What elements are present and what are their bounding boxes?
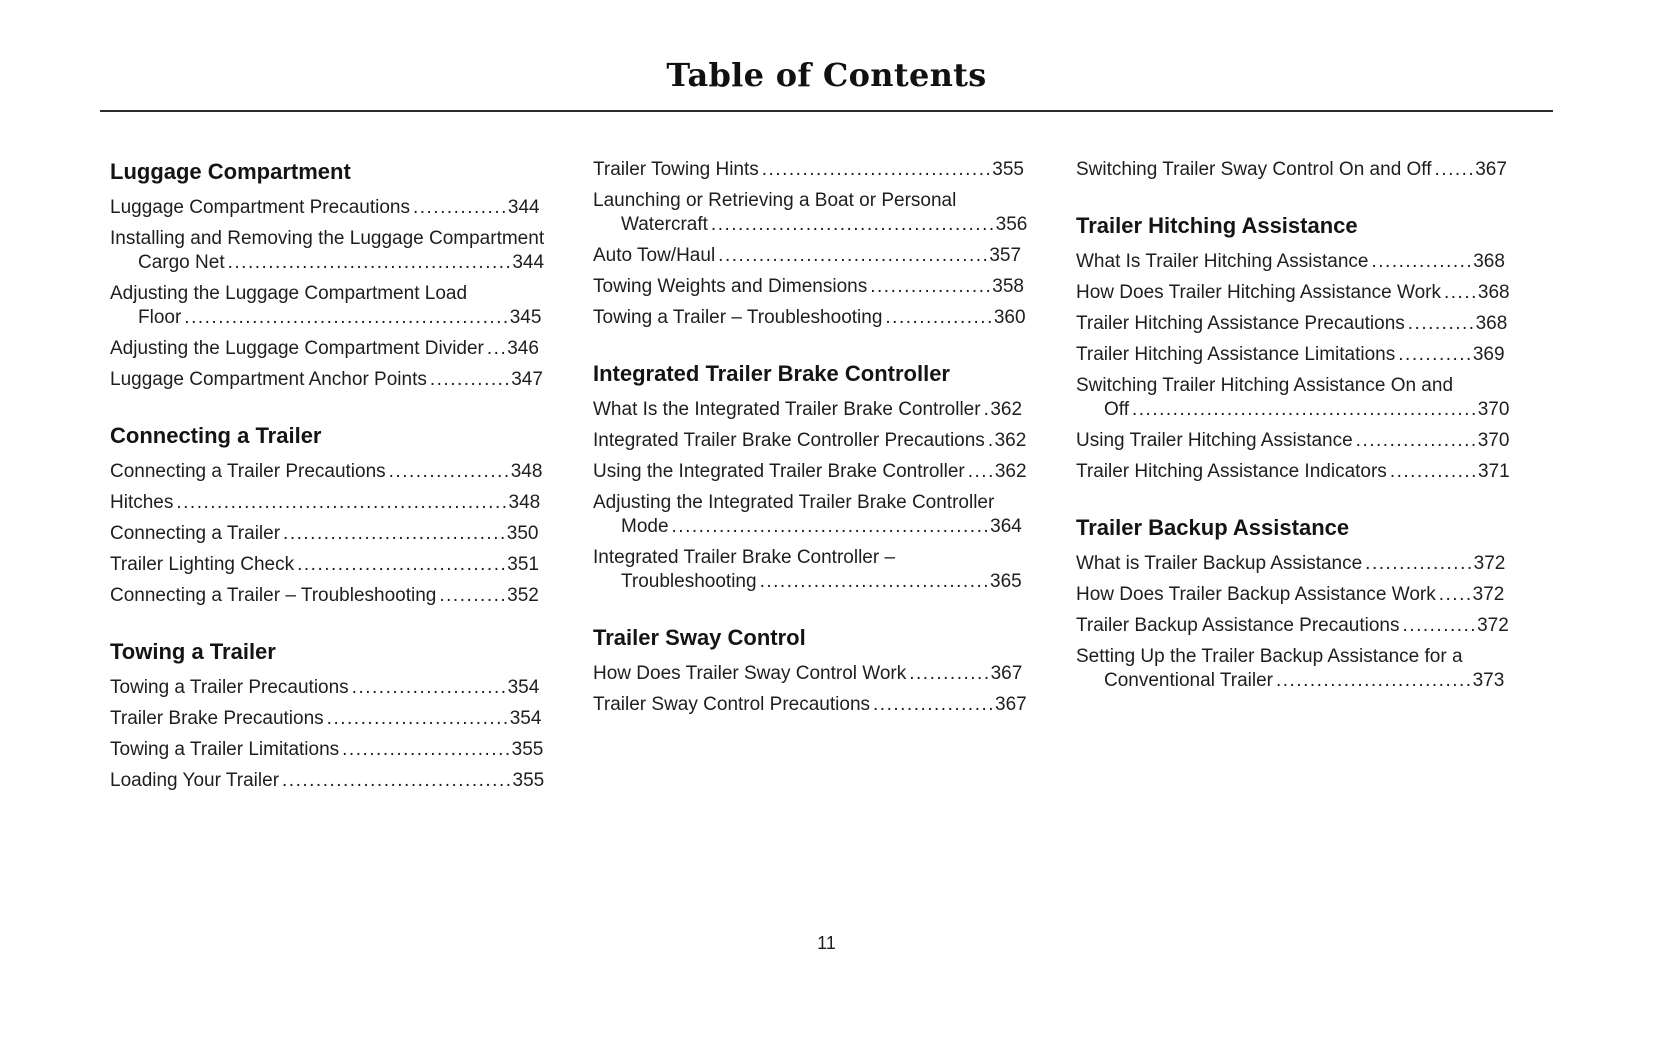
entry-title: Trailer Brake Precautions (110, 708, 324, 729)
entry-page-number: 372 (1472, 584, 1505, 605)
entry-page-number: 370 (1477, 399, 1510, 420)
entry-page-number: 372 (1477, 615, 1509, 636)
entry-title: Auto Tow/Haul (593, 245, 716, 266)
toc-entry (593, 158, 1030, 182)
entry-page-number: 354 (507, 677, 540, 698)
leader-dots: ................ (1365, 553, 1474, 574)
entry-title: Using the Integrated Trailer Brake Controller (593, 461, 965, 482)
toc-entry (110, 584, 547, 608)
leader-dots: ..... (1444, 282, 1478, 303)
entry-page-number: 351 (507, 554, 539, 575)
leader-dots: .... (967, 461, 995, 482)
section-heading: Trailer Hitching Assistance (1076, 213, 1358, 238)
entry-title: Towing Weights and Dimensions (593, 276, 868, 297)
leader-dots: ...... (1434, 159, 1476, 180)
leader-dots: ..... (1438, 584, 1473, 605)
entry-page-number: 365 (990, 571, 1022, 592)
entry-title: Launching or Retrieving a Boat or Personal Watercraft (593, 190, 957, 235)
entry-title: Installing and Removing the Luggage Compartment Cargo Net (110, 228, 545, 273)
entry-page-number: 352 (507, 585, 539, 606)
toc-entry (1076, 552, 1513, 576)
page-number: 11 (817, 933, 836, 953)
leader-dots: .......................................... (227, 252, 513, 273)
entry-title: Trailer Lighting Check (110, 554, 295, 575)
entry-title: Trailer Backup Assistance Precautions (1076, 615, 1400, 636)
entry-title: Integrated Trailer Brake Controller – Troubleshooting (593, 547, 896, 592)
toc-entry (1076, 429, 1513, 453)
entry-page-number: 358 (992, 276, 1024, 297)
toc-entry (1076, 583, 1513, 607)
toc-entry (593, 244, 1030, 268)
leader-dots: ... (486, 338, 508, 359)
toc-section (1076, 514, 1513, 693)
leader-dots: ................................................. (176, 492, 509, 513)
toc-entry (110, 460, 547, 484)
entry-title: Towing a Trailer Limitations (110, 739, 340, 760)
toc-section (110, 422, 547, 608)
entry-title: What Is Trailer Hitching Assistance (1076, 251, 1369, 272)
leader-dots: ................................................ (184, 307, 510, 328)
entry-page-number: 347 (511, 369, 543, 390)
entry-page-number: 373 (1472, 670, 1505, 691)
toc-entry (593, 693, 1030, 717)
entry-page-number: 355 (992, 159, 1024, 180)
entry-title: Switching Trailer Hitching Assistance On and Off (1076, 375, 1454, 420)
entry-page-number: 369 (1472, 344, 1505, 365)
leader-dots: .......... (1407, 313, 1476, 334)
entry-title: How Does Trailer Backup Assistance Work (1076, 584, 1436, 605)
toc-entry (1076, 343, 1513, 367)
leader-dots: .......... (439, 585, 508, 606)
entry-title: What is Trailer Backup Assistance (1076, 553, 1363, 574)
entry-title: Trailer Hitching Assistance Indicators (1076, 461, 1387, 482)
leader-dots: .................................. (761, 159, 993, 180)
entry-title: Hitches (110, 492, 174, 513)
toc-entry (1076, 614, 1513, 638)
page-title: Table of Contents (666, 56, 987, 94)
leader-dots: .................. (870, 276, 993, 297)
entry-title: Luggage Compartment Precautions (110, 197, 410, 218)
leader-dots: . (987, 430, 995, 451)
leader-dots: ............... (1371, 251, 1474, 272)
entry-title: Trailer Hitching Assistance Precautions (1076, 313, 1405, 334)
section-heading: Integrated Trailer Brake Controller (593, 361, 950, 386)
entry-page-number: 367 (995, 694, 1027, 715)
toc-entry (110, 738, 547, 762)
toc-entry (110, 282, 547, 330)
leader-dots: ........... (1402, 615, 1478, 636)
entry-page-number: 367 (1475, 159, 1507, 180)
entry-title: Using Trailer Hitching Assistance (1076, 430, 1353, 451)
section-heading: Connecting a Trailer (110, 423, 322, 448)
toc-entry (110, 769, 547, 793)
entry-page-number: 346 (507, 338, 539, 359)
toc-entry (593, 429, 1030, 453)
toc-entry (1076, 250, 1513, 274)
toc-entry (593, 662, 1030, 686)
entry-title: How Does Trailer Sway Control Work (593, 663, 907, 684)
leader-dots: .................. (873, 694, 996, 715)
toc-entry (593, 275, 1030, 299)
section-heading: Towing a Trailer (110, 639, 276, 664)
entry-title: Adjusting the Luggage Compartment Divider (110, 338, 484, 359)
toc-entry (593, 546, 1030, 594)
toc-section (1076, 158, 1513, 182)
leader-dots: .................................. (759, 571, 991, 592)
entry-title: Trailer Sway Control Precautions (593, 694, 871, 715)
leader-dots: ........................................ (718, 245, 990, 266)
leader-dots: .................. (388, 461, 511, 482)
toc-entry (1076, 158, 1513, 182)
toc-entry (110, 368, 547, 392)
leader-dots: ............................................... (671, 516, 991, 537)
entry-page-number: 360 (993, 307, 1026, 328)
entry-title: Switching Trailer Sway Control On and Off (1076, 159, 1432, 180)
section-heading: Trailer Sway Control (593, 625, 806, 650)
entry-title: Loading Your Trailer (110, 770, 280, 791)
entry-page-number: 355 (512, 770, 545, 791)
entry-title: Adjusting the Integrated Trailer Brake Controller Mode (593, 492, 995, 537)
entry-page-number: 368 (1477, 282, 1510, 303)
toc-entry (110, 522, 547, 546)
leader-dots: .......................................... (710, 214, 996, 235)
toc-entry (110, 227, 547, 275)
toc-entry (593, 491, 1030, 539)
entry-title: Towing a Trailer Precautions (110, 677, 349, 698)
entry-page-number: 368 (1475, 313, 1508, 334)
leader-dots: ............ (429, 369, 512, 390)
entry-title: Adjusting the Luggage Compartment Load Floor (110, 283, 468, 328)
entry-page-number: 357 (989, 245, 1022, 266)
entry-page-number: 362 (994, 430, 1027, 451)
toc-column (110, 158, 547, 800)
toc-entry (110, 491, 547, 515)
entry-page-number: 362 (990, 399, 1023, 420)
leader-dots: ................ (885, 307, 994, 328)
toc-columns (0, 112, 1653, 800)
entry-page-number: 344 (512, 252, 545, 273)
toc-column (1076, 158, 1513, 700)
toc-section (593, 624, 1030, 717)
entry-page-number: 348 (508, 492, 541, 513)
toc-entry (110, 676, 547, 700)
leader-dots: ......................... (342, 739, 512, 760)
leader-dots: ................................................... (1132, 399, 1478, 420)
toc-entry (1076, 374, 1513, 422)
toc-entry (1076, 281, 1513, 305)
entry-title: Trailer Towing Hints (593, 159, 759, 180)
entry-page-number: 368 (1473, 251, 1505, 272)
entry-page-number: 372 (1473, 553, 1506, 574)
toc-entry (110, 553, 547, 577)
entry-title: How Does Trailer Hitching Assistance Work (1076, 282, 1441, 303)
leader-dots: ....................... (351, 677, 508, 698)
section-heading: Luggage Compartment (110, 159, 351, 184)
entry-page-number: 367 (990, 663, 1023, 684)
leader-dots: ........................... (326, 708, 510, 729)
leader-dots: .................................. (282, 770, 513, 791)
leader-dots: ........... (1398, 344, 1473, 365)
toc-entry (593, 460, 1030, 484)
toc-section (1076, 212, 1513, 484)
entry-page-number: 350 (506, 523, 539, 544)
leader-dots: .............. (412, 197, 508, 218)
entry-title: Towing a Trailer – Troubleshooting (593, 307, 883, 328)
entry-title: Connecting a Trailer (110, 523, 281, 544)
leader-dots: .................. (1355, 430, 1478, 451)
toc-section (110, 158, 547, 392)
toc-entry (1076, 460, 1513, 484)
entry-title: Connecting a Trailer – Troubleshooting (110, 585, 437, 606)
entry-page-number: 344 (507, 197, 540, 218)
leader-dots: ............................... (297, 554, 508, 575)
entry-title: Integrated Trailer Brake Controller Precautions (593, 430, 985, 451)
entry-page-number: 356 (995, 214, 1028, 235)
entry-page-number: 362 (994, 461, 1027, 482)
leader-dots: ............................. (1275, 670, 1473, 691)
toc-entry (110, 707, 547, 731)
toc-entry (593, 306, 1030, 330)
toc-section (593, 360, 1030, 594)
entry-title: What Is the Integrated Trailer Brake Controller (593, 399, 981, 420)
leader-dots: . (983, 399, 991, 420)
leader-dots: ............ (909, 663, 991, 684)
toc-column (593, 158, 1030, 724)
entry-page-number: 370 (1477, 430, 1510, 451)
entry-page-number: 371 (1477, 461, 1510, 482)
entry-page-number: 355 (511, 739, 544, 760)
entry-page-number: 345 (509, 307, 542, 328)
entry-title: Luggage Compartment Anchor Points (110, 369, 427, 390)
entry-page-number: 364 (990, 516, 1022, 537)
toc-section (593, 158, 1030, 330)
section-heading: Trailer Backup Assistance (1076, 515, 1350, 540)
toc-entry (110, 196, 547, 220)
entry-page-number: 348 (510, 461, 543, 482)
toc-entry (110, 337, 547, 361)
toc-section (110, 638, 547, 793)
toc-entry (593, 189, 1030, 237)
entry-title: Trailer Hitching Assistance Limitations (1076, 344, 1396, 365)
leader-dots: ................................. (283, 523, 507, 544)
entry-title: Connecting a Trailer Precautions (110, 461, 386, 482)
toc-entry (1076, 645, 1513, 693)
entry-title: Setting Up the Trailer Backup Assistance for a Conventional Trailer (1076, 646, 1463, 691)
entry-page-number: 354 (509, 708, 542, 729)
toc-entry (1076, 312, 1513, 336)
toc-entry (593, 398, 1030, 422)
leader-dots: ............. (1389, 461, 1478, 482)
